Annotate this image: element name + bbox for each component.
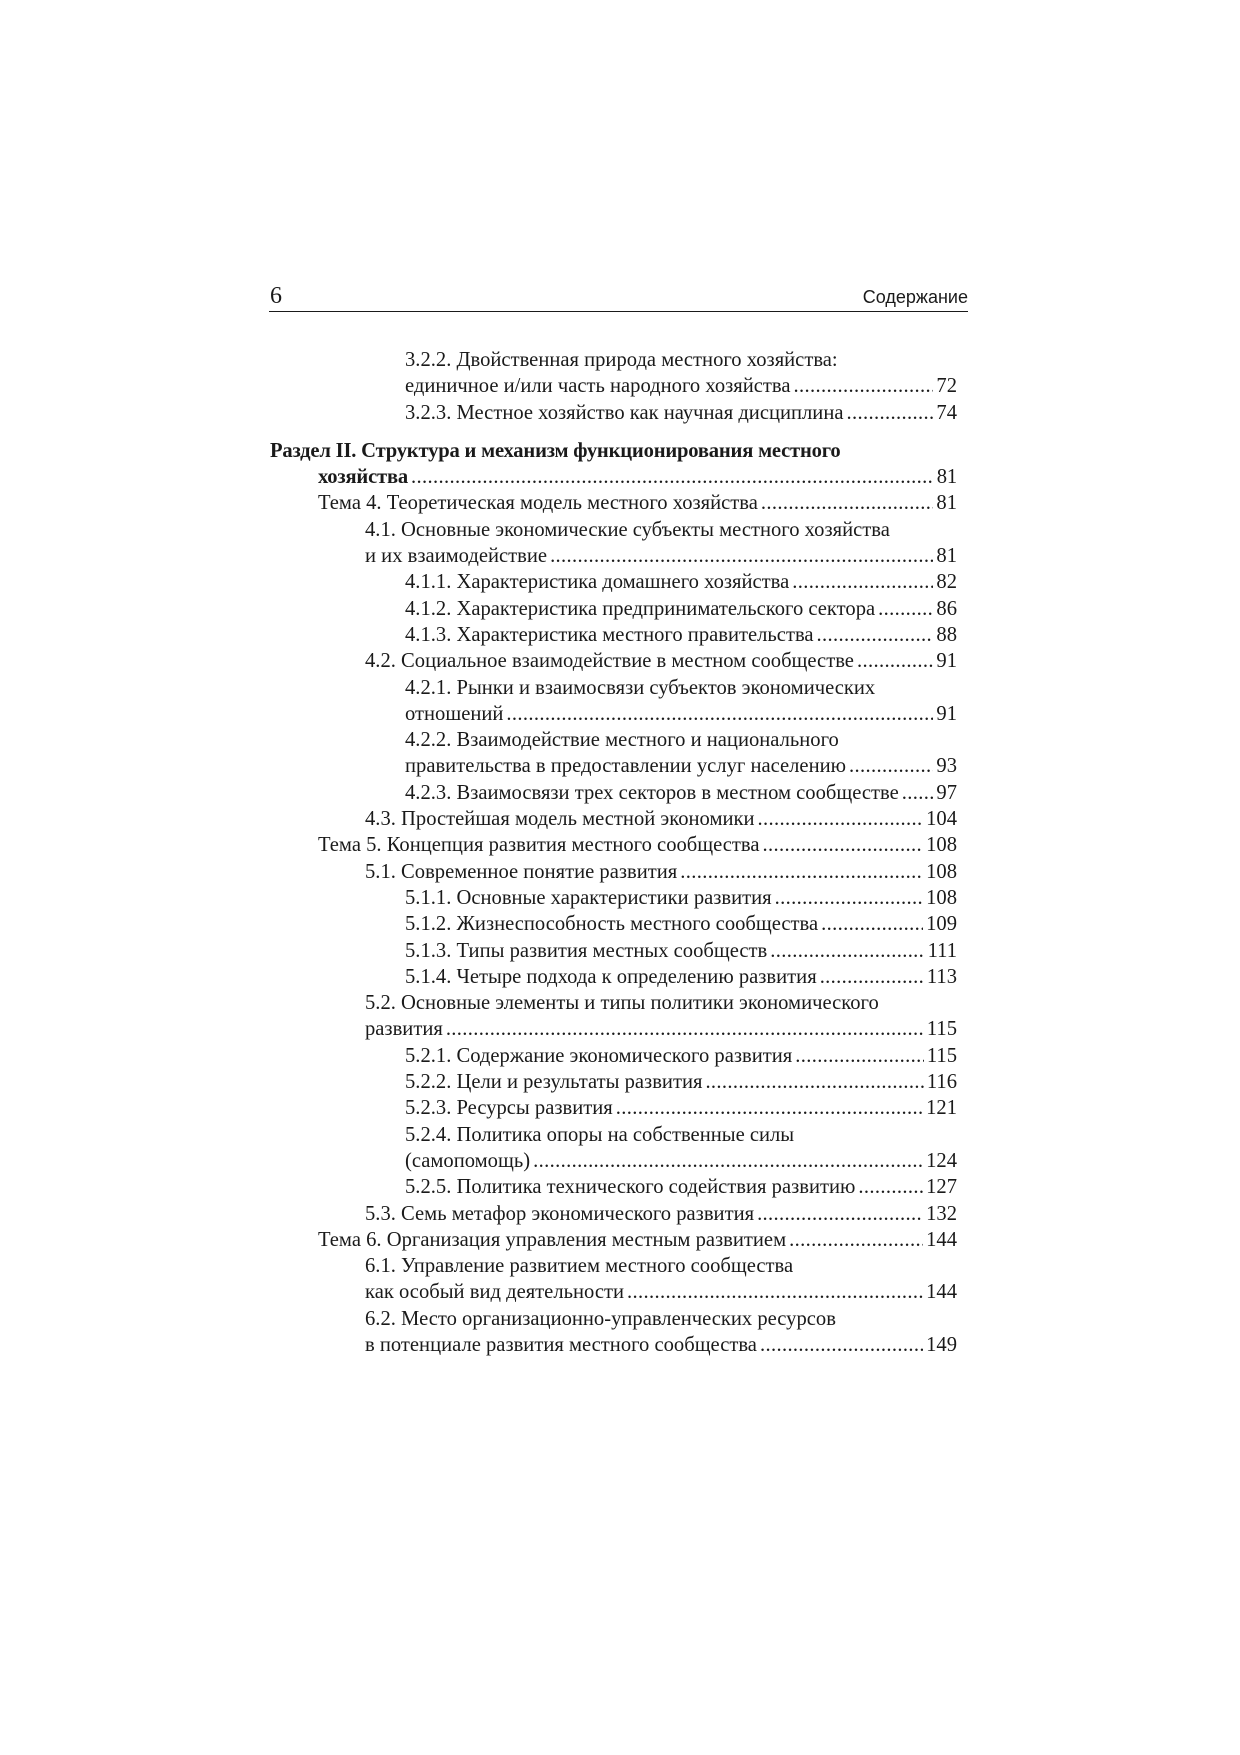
dot-leader [411,464,934,490]
dot-leader [902,780,934,806]
toc-title: 4.1.2. Характеристика предпринимательского сектора [405,597,876,620]
dot-leader [792,569,933,595]
toc-page-number: 115 [926,1018,957,1041]
toc-page-number: 116 [926,1071,957,1094]
toc-page-number: 109 [926,913,957,936]
dot-leader [758,806,924,832]
toc-entry[interactable] [270,1201,957,1227]
dot-leader [794,373,934,399]
dot-leader [878,596,933,622]
toc-entry[interactable] [270,1306,957,1359]
toc-title: 5.1. Современное понятие развития [365,860,678,883]
toc-title: (самопомощь) [405,1149,531,1172]
dot-leader [857,648,933,674]
toc-page-number: 144 [926,1228,957,1251]
dot-leader [627,1279,923,1305]
toc-page-number: 108 [926,886,957,909]
toc-entry[interactable] [270,569,957,595]
toc-page-number: 91 [936,702,957,725]
toc-page-number: 124 [926,1149,957,1172]
toc-page-number: 81 [936,492,957,515]
toc-title: в потенциале развития местного сообщества [365,1333,757,1356]
toc-page-number: 144 [926,1281,957,1304]
toc-title: хозяйства [318,466,408,489]
toc-entry[interactable] [270,938,957,964]
header-rule [269,311,968,312]
toc-page-number: 132 [926,1202,957,1225]
toc-entry[interactable] [270,885,957,911]
toc-entry[interactable] [270,832,957,858]
toc-title: развития [365,1018,443,1041]
dot-leader [763,832,924,858]
toc-title: 5.2.2. Цели и результаты развития [405,1071,703,1094]
dot-leader [757,1201,923,1227]
toc-entry[interactable] [270,490,957,516]
toc-title: 4.2.2. Взаимодействие местного и национального [405,729,839,752]
toc-entry[interactable] [270,780,957,806]
toc-title: 5.2.3. Ресурсы развития [405,1097,613,1120]
toc-title: единичное и/или часть народного хозяйства [405,375,791,398]
toc-entry[interactable] [270,648,957,674]
running-head: Содержание [862,287,968,307]
toc-entry[interactable] [270,675,957,728]
dot-leader [533,1148,923,1174]
toc-title: 5.1.4. Четыре подхода к определению развития [405,965,817,988]
toc-title: Тема 5. Концепция развития местного сообщества [318,834,760,857]
toc-page-number: 149 [926,1333,957,1356]
toc-title: 6.2. Место организационно-управленческих ресурсов [365,1307,836,1330]
toc-title: Раздел II. Структура и механизм функционирования местного [270,439,841,462]
toc-page-number: 91 [936,650,957,673]
toc-page-number: 88 [936,623,957,646]
dot-leader [550,543,933,569]
toc-page-number: 81 [936,545,957,568]
dot-leader [789,1227,923,1253]
toc-title: 5.2.4. Политика опоры на собственные силы [405,1123,795,1146]
dot-leader [821,911,923,937]
dot-leader [817,622,934,648]
toc-title: отношений [405,702,504,725]
toc-page-number: 113 [926,965,957,988]
toc-title: 4.2.3. Взаимосвязи трех секторов в местном сообществе [405,781,899,804]
toc-title: 4.2.1. Рынки и взаимосвязи субъектов экономических [405,676,876,699]
page-number: 6 [270,283,282,309]
toc-entry[interactable] [270,1122,957,1175]
toc-title: правительства в предоставлении услуг населению [405,755,846,778]
toc-page-number: 81 [936,466,957,489]
toc-title: как особый вид деятельности [365,1281,624,1304]
toc-entry[interactable] [270,964,957,990]
toc-title: 4.1.3. Характеристика местного правительства [405,623,814,646]
dot-leader [760,1332,923,1358]
toc-entry[interactable] [270,517,957,570]
toc-title: Тема 6. Организация управления местным развитием [318,1228,787,1251]
toc-entry[interactable] [270,727,957,780]
toc-page-number: 111 [927,939,957,962]
dot-leader [820,964,924,990]
dot-leader [795,1043,924,1069]
toc-page-number: 108 [926,860,957,883]
dot-leader [761,490,934,516]
dot-leader [705,1069,923,1095]
toc-entry[interactable] [270,911,957,937]
toc-title: 3.2.3. Местное хозяйство как научная дисциплина [405,401,844,424]
toc-entry[interactable] [270,1043,957,1069]
toc-title: 4.3. Простейшая модель местной экономики [365,808,755,831]
toc-title: 4.1. Основные экономические субъекты местного хозяйства [365,518,890,541]
toc-page-number: 72 [936,375,957,398]
dot-leader [770,938,924,964]
dot-leader [858,1174,923,1200]
toc-title: 5.1.1. Основные характеристики развития [405,886,772,909]
toc-title: 5.1.3. Типы развития местных сообществ [405,939,768,962]
toc-page-number: 108 [926,834,957,857]
toc-entry[interactable] [270,1227,957,1253]
toc-page-number: 97 [936,781,957,804]
toc-entry[interactable] [270,859,957,885]
table-of-contents [270,347,957,1358]
toc-title: 4.1.1. Характеристика домашнего хозяйства [405,571,790,594]
toc-page-number: 93 [936,755,957,778]
toc-entry[interactable] [270,990,957,1043]
toc-title: Тема 4. Теоретическая модель местного хозяйства [318,492,758,515]
toc-section-entry[interactable] [270,438,957,491]
toc-title: 5.1.2. Жизнеспособность местного сообщества [405,913,819,936]
dot-leader [446,1016,924,1042]
toc-title: 4.2. Социальное взаимодействие в местном сообществе [365,650,854,673]
toc-page-number: 74 [936,401,957,424]
toc-title: 3.2.2. Двойственная природа местного хозяйства: [405,349,838,371]
toc-title: 5.2.5. Политика технического содействия развитию [405,1176,856,1199]
toc-page-number: 127 [926,1176,957,1199]
toc-entry[interactable] [270,596,957,622]
toc-page-number: 104 [926,808,957,831]
toc-entry[interactable] [270,806,957,832]
toc-entry[interactable] [270,1069,957,1095]
toc-entry[interactable] [270,1174,957,1200]
toc-entry[interactable] [270,1095,957,1121]
toc-page-number: 82 [936,571,957,594]
toc-title: 5.2.1. Содержание экономического развития [405,1044,793,1067]
toc-entry[interactable] [270,622,957,648]
toc-title: 5.3. Семь метафор экономического развития [365,1202,755,1225]
toc-title: 5.2. Основные элементы и типы политики экономического [365,992,879,1015]
toc-title: и их взаимодействие [365,545,548,568]
dot-leader [616,1095,923,1121]
dot-leader [849,753,933,779]
toc-entry[interactable] [270,400,957,426]
dot-leader [680,859,923,885]
toc-page-number: 115 [926,1044,957,1067]
toc-title: 6.1. Управление развитием местного сообщества [365,1255,794,1278]
toc-page-number: 121 [926,1097,957,1120]
toc-entry[interactable] [270,347,957,400]
dot-leader [506,701,933,727]
dot-leader [846,400,933,426]
toc-entry[interactable] [270,1253,957,1306]
dot-leader [775,885,923,911]
toc-page-number: 86 [936,597,957,620]
